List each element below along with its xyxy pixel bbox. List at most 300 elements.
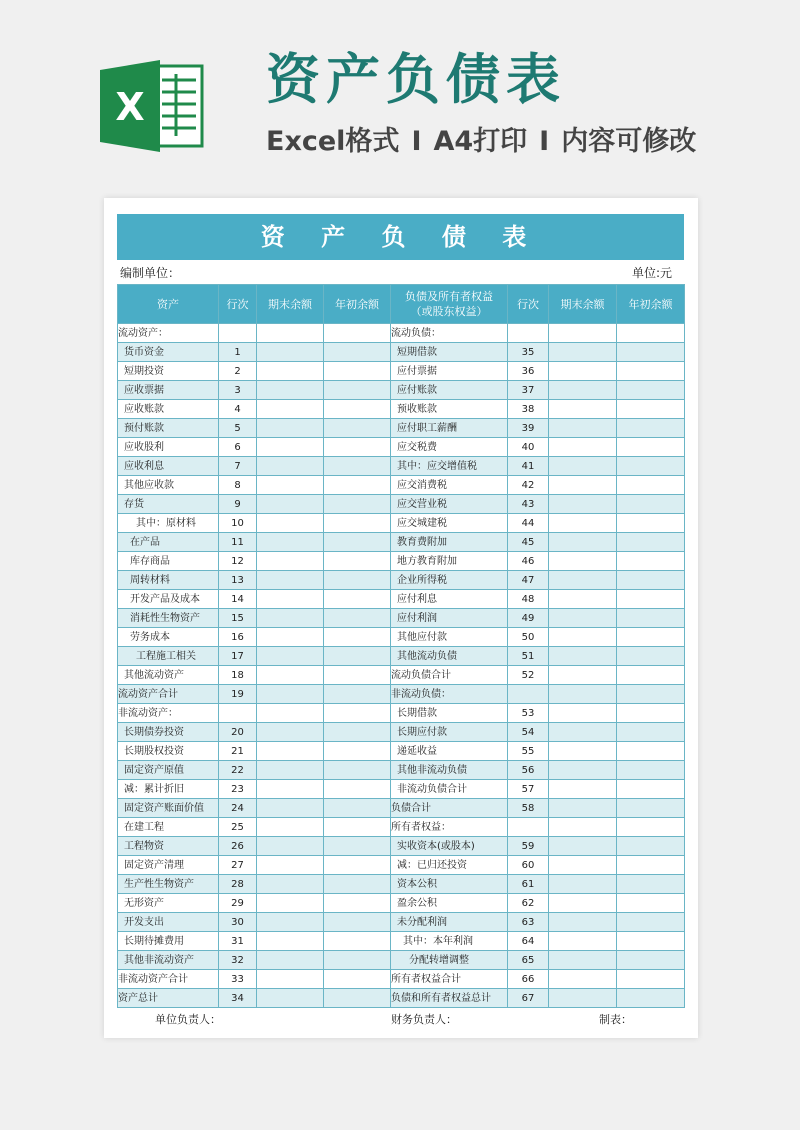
liability-name-cell: 递延收益 — [391, 742, 508, 761]
liability-begin-balance-cell[interactable] — [617, 381, 685, 400]
liability-end-balance-cell[interactable] — [549, 666, 617, 685]
asset-row-no-cell: 6 — [219, 438, 257, 457]
liability-begin-balance-cell[interactable] — [617, 571, 685, 590]
asset-end-balance-cell[interactable] — [257, 970, 324, 989]
asset-row-no-cell: 16 — [219, 628, 257, 647]
asset-name-cell: 生产性生物资产 — [118, 875, 219, 894]
liability-begin-balance-cell[interactable] — [617, 362, 685, 381]
liability-name-cell: 非流动负债： — [391, 685, 508, 704]
asset-begin-balance-cell[interactable] — [324, 913, 391, 932]
asset-begin-balance-cell[interactable] — [324, 932, 391, 951]
table-row — [118, 381, 685, 400]
liability-begin-balance-cell[interactable] — [617, 533, 685, 552]
subtitle-separator: I — [411, 126, 422, 157]
asset-name-cell: 非流动资产合计 — [118, 970, 219, 989]
asset-end-balance-cell[interactable] — [257, 685, 324, 704]
asset-begin-balance-cell[interactable] — [324, 514, 391, 533]
asset-name-cell: 固定资产清理 — [118, 856, 219, 875]
liability-row-no-cell: 59 — [508, 837, 549, 856]
liability-end-balance-cell[interactable] — [549, 590, 617, 609]
liability-row-no-cell: 46 — [508, 552, 549, 571]
liability-end-balance-cell[interactable] — [549, 495, 617, 514]
asset-row-no-cell: 34 — [219, 989, 257, 1008]
liability-end-balance-cell[interactable] — [549, 362, 617, 381]
liability-end-balance-cell[interactable] — [549, 818, 617, 837]
liability-end-balance-cell[interactable] — [549, 856, 617, 875]
liability-end-balance-cell[interactable] — [549, 647, 617, 666]
table-row — [118, 495, 685, 514]
asset-name-cell: 长期债券投资 — [118, 723, 219, 742]
banner — [0, 0, 800, 195]
liability-end-balance-cell[interactable] — [549, 438, 617, 457]
asset-begin-balance-cell[interactable] — [324, 343, 391, 362]
asset-row-no-cell: 14 — [219, 590, 257, 609]
asset-end-balance-cell[interactable] — [257, 780, 324, 799]
liability-row-no-cell: 56 — [508, 761, 549, 780]
finance-head-label: 财务负责人： — [391, 1013, 457, 1026]
asset-row-no-cell: 10 — [219, 514, 257, 533]
asset-end-balance-cell[interactable] — [257, 704, 324, 723]
liability-row-no-cell: 58 — [508, 799, 549, 818]
liability-name-cell: 负债和所有者权益总计 — [391, 989, 508, 1008]
liability-begin-balance-cell[interactable] — [617, 799, 685, 818]
liability-end-balance-cell[interactable] — [549, 628, 617, 647]
liability-end-balance-cell[interactable] — [549, 723, 617, 742]
asset-name-cell: 应收票据 — [118, 381, 219, 400]
liability-end-balance-cell[interactable] — [549, 685, 617, 704]
table-row — [118, 419, 685, 438]
table-row — [118, 476, 685, 495]
asset-end-balance-cell[interactable] — [257, 324, 324, 343]
asset-name-cell: 无形资产 — [118, 894, 219, 913]
asset-name-cell: 长期股权投资 — [118, 742, 219, 761]
liability-name-cell: 分配转增调整 — [391, 951, 508, 970]
asset-begin-balance-cell[interactable] — [324, 951, 391, 970]
liability-row-no-cell: 50 — [508, 628, 549, 647]
liability-end-balance-cell[interactable] — [549, 932, 617, 951]
asset-end-balance-cell[interactable] — [257, 400, 324, 419]
liability-end-balance-cell[interactable] — [549, 419, 617, 438]
liability-end-balance-cell[interactable] — [549, 799, 617, 818]
asset-row-no-cell: 21 — [219, 742, 257, 761]
asset-name-cell: 其他应收款 — [118, 476, 219, 495]
liability-begin-balance-cell[interactable] — [617, 970, 685, 989]
header-liability — [391, 285, 508, 324]
liability-name-cell: 其他非流动负债 — [391, 761, 508, 780]
liability-begin-balance-cell[interactable] — [617, 780, 685, 799]
liability-end-balance-cell[interactable] — [549, 894, 617, 913]
liability-begin-balance-cell[interactable] — [617, 628, 685, 647]
liability-row-no-cell — [508, 324, 549, 343]
asset-end-balance-cell[interactable] — [257, 590, 324, 609]
liability-begin-balance-cell[interactable] — [617, 438, 685, 457]
liability-end-balance-cell[interactable] — [549, 780, 617, 799]
table-row — [118, 571, 685, 590]
liability-row-no-cell — [508, 685, 549, 704]
liability-end-balance-cell[interactable] — [549, 343, 617, 362]
table-row — [118, 932, 685, 951]
liability-row-no-cell: 37 — [508, 381, 549, 400]
table-row — [118, 875, 685, 894]
liability-row-no-cell: 47 — [508, 571, 549, 590]
asset-end-balance-cell[interactable] — [257, 514, 324, 533]
asset-end-balance-cell[interactable] — [257, 666, 324, 685]
liability-end-balance-cell[interactable] — [549, 381, 617, 400]
liability-row-no-cell — [508, 818, 549, 837]
asset-end-balance-cell[interactable] — [257, 932, 324, 951]
asset-row-no-cell: 15 — [219, 609, 257, 628]
subtitle-print: A4打印 — [433, 126, 528, 157]
asset-row-no-cell — [219, 324, 257, 343]
asset-end-balance-cell[interactable] — [257, 609, 324, 628]
asset-end-balance-cell[interactable] — [257, 381, 324, 400]
liability-end-balance-cell[interactable] — [549, 514, 617, 533]
asset-begin-balance-cell[interactable] — [324, 742, 391, 761]
liability-end-balance-cell[interactable] — [549, 476, 617, 495]
asset-end-balance-cell[interactable] — [257, 571, 324, 590]
liability-name-cell: 应交城建税 — [391, 514, 508, 533]
asset-end-balance-cell[interactable] — [257, 761, 324, 780]
liability-begin-balance-cell[interactable] — [617, 495, 685, 514]
asset-end-balance-cell[interactable] — [257, 837, 324, 856]
liability-name-cell: 盈余公积 — [391, 894, 508, 913]
liability-end-balance-cell[interactable] — [549, 533, 617, 552]
asset-begin-balance-cell[interactable] — [324, 799, 391, 818]
liability-row-no-cell: 62 — [508, 894, 549, 913]
liability-end-balance-cell[interactable] — [549, 837, 617, 856]
liability-begin-balance-cell[interactable] — [617, 818, 685, 837]
liability-name-cell: 其他流动负债 — [391, 647, 508, 666]
table-row — [118, 723, 685, 742]
asset-name-cell: 消耗性生物资产 — [118, 609, 219, 628]
table-row — [118, 609, 685, 628]
asset-begin-balance-cell[interactable] — [324, 457, 391, 476]
liability-name-cell: 应交税费 — [391, 438, 508, 457]
asset-name-cell: 固定资产原值 — [118, 761, 219, 780]
table-row — [118, 761, 685, 780]
header-liability-line1: 负债及所有者权益 — [405, 290, 493, 303]
asset-name-cell: 流动资产合计 — [118, 685, 219, 704]
liability-row-no-cell: 38 — [508, 400, 549, 419]
liability-begin-balance-cell[interactable] — [617, 552, 685, 571]
asset-row-no-cell: 27 — [219, 856, 257, 875]
liability-begin-balance-cell[interactable] — [617, 419, 685, 438]
asset-row-no-cell: 18 — [219, 666, 257, 685]
sheet-meta — [117, 262, 684, 284]
asset-begin-balance-cell[interactable] — [324, 875, 391, 894]
asset-name-cell: 其他非流动资产 — [118, 951, 219, 970]
asset-begin-balance-cell[interactable] — [324, 571, 391, 590]
asset-name-cell: 存货 — [118, 495, 219, 514]
liability-begin-balance-cell[interactable] — [617, 704, 685, 723]
asset-end-balance-cell[interactable] — [257, 495, 324, 514]
liability-name-cell: 应付票据 — [391, 362, 508, 381]
asset-begin-balance-cell[interactable] — [324, 628, 391, 647]
table-row — [118, 780, 685, 799]
asset-row-no-cell: 30 — [219, 913, 257, 932]
asset-row-no-cell: 32 — [219, 951, 257, 970]
asset-name-cell: 非流动资产： — [118, 704, 219, 723]
liability-name-cell: 其中：本年利润 — [391, 932, 508, 951]
asset-name-cell: 其他流动资产 — [118, 666, 219, 685]
liability-end-balance-cell[interactable] — [549, 913, 617, 932]
liability-begin-balance-cell[interactable] — [617, 400, 685, 419]
asset-row-no-cell: 31 — [219, 932, 257, 951]
liability-begin-balance-cell[interactable] — [617, 685, 685, 704]
liability-begin-balance-cell[interactable] — [617, 856, 685, 875]
table-row — [118, 799, 685, 818]
liability-name-cell: 长期应付款 — [391, 723, 508, 742]
asset-row-no-cell: 1 — [219, 343, 257, 362]
asset-name-cell: 应收账款 — [118, 400, 219, 419]
liability-begin-balance-cell[interactable] — [617, 989, 685, 1008]
table-row — [118, 590, 685, 609]
asset-begin-balance-cell[interactable] — [324, 723, 391, 742]
asset-begin-balance-cell[interactable] — [324, 761, 391, 780]
liability-row-no-cell: 45 — [508, 533, 549, 552]
liability-end-balance-cell[interactable] — [549, 552, 617, 571]
asset-begin-balance-cell[interactable] — [324, 837, 391, 856]
asset-name-cell: 开发产品及成本 — [118, 590, 219, 609]
liability-name-cell: 应交消费税 — [391, 476, 508, 495]
asset-end-balance-cell[interactable] — [257, 476, 324, 495]
asset-row-no-cell: 9 — [219, 495, 257, 514]
asset-end-balance-cell[interactable] — [257, 628, 324, 647]
table-row — [118, 742, 685, 761]
asset-end-balance-cell[interactable] — [257, 552, 324, 571]
liability-end-balance-cell[interactable] — [549, 704, 617, 723]
liability-begin-balance-cell[interactable] — [617, 343, 685, 362]
liability-end-balance-cell[interactable] — [549, 875, 617, 894]
liability-row-no-cell: 48 — [508, 590, 549, 609]
header-asset: 资产 — [118, 285, 219, 324]
table-row — [118, 400, 685, 419]
liability-row-no-cell: 42 — [508, 476, 549, 495]
table-row — [118, 533, 685, 552]
liability-row-no-cell: 57 — [508, 780, 549, 799]
asset-begin-balance-cell[interactable] — [324, 324, 391, 343]
asset-row-no-cell: 19 — [219, 685, 257, 704]
liability-name-cell: 减：已归还投资 — [391, 856, 508, 875]
asset-begin-balance-cell[interactable] — [324, 400, 391, 419]
asset-end-balance-cell[interactable] — [257, 647, 324, 666]
asset-begin-balance-cell[interactable] — [324, 894, 391, 913]
asset-end-balance-cell[interactable] — [257, 799, 324, 818]
liability-end-balance-cell[interactable] — [549, 324, 617, 343]
asset-end-balance-cell[interactable] — [257, 875, 324, 894]
liability-row-no-cell: 67 — [508, 989, 549, 1008]
liability-row-no-cell: 44 — [508, 514, 549, 533]
subtitle-separator: I — [539, 126, 550, 157]
liability-row-no-cell: 63 — [508, 913, 549, 932]
asset-begin-balance-cell[interactable] — [324, 552, 391, 571]
asset-end-balance-cell[interactable] — [257, 818, 324, 837]
liability-name-cell: 地方教育附加 — [391, 552, 508, 571]
liability-name-cell: 应付利息 — [391, 590, 508, 609]
liability-begin-balance-cell[interactable] — [617, 609, 685, 628]
liability-end-balance-cell[interactable] — [549, 457, 617, 476]
unit-head-label: 单位负责人： — [155, 1013, 221, 1026]
liability-begin-balance-cell[interactable] — [617, 476, 685, 495]
liability-begin-balance-cell[interactable] — [617, 457, 685, 476]
banner-title: 资产负债表 — [266, 48, 566, 111]
asset-row-no-cell: 24 — [219, 799, 257, 818]
liability-end-balance-cell[interactable] — [549, 761, 617, 780]
liability-end-balance-cell[interactable] — [549, 571, 617, 590]
header-row-no: 行次 — [219, 285, 257, 324]
liability-end-balance-cell[interactable] — [549, 742, 617, 761]
liability-name-cell: 应交营业税 — [391, 495, 508, 514]
asset-row-no-cell: 33 — [219, 970, 257, 989]
liability-name-cell: 教育费附加 — [391, 533, 508, 552]
liability-begin-balance-cell[interactable] — [617, 514, 685, 533]
liability-end-balance-cell[interactable] — [549, 970, 617, 989]
table-row — [118, 628, 685, 647]
asset-name-cell: 在建工程 — [118, 818, 219, 837]
asset-begin-balance-cell[interactable] — [324, 685, 391, 704]
liability-end-balance-cell[interactable] — [549, 609, 617, 628]
liability-name-cell: 所有者权益合计 — [391, 970, 508, 989]
liability-begin-balance-cell[interactable] — [617, 913, 685, 932]
asset-begin-balance-cell[interactable] — [324, 856, 391, 875]
asset-name-cell: 开发支出 — [118, 913, 219, 932]
liability-begin-balance-cell[interactable] — [617, 666, 685, 685]
asset-name-cell: 应收股利 — [118, 438, 219, 457]
asset-name-cell: 工程施工相关 — [118, 647, 219, 666]
liability-row-no-cell: 64 — [508, 932, 549, 951]
liability-begin-balance-cell[interactable] — [617, 324, 685, 343]
asset-row-no-cell: 25 — [219, 818, 257, 837]
asset-row-no-cell: 5 — [219, 419, 257, 438]
asset-begin-balance-cell[interactable] — [324, 438, 391, 457]
asset-end-balance-cell[interactable] — [257, 856, 324, 875]
liability-name-cell: 其他应付款 — [391, 628, 508, 647]
asset-end-balance-cell[interactable] — [257, 894, 324, 913]
asset-end-balance-cell[interactable] — [257, 362, 324, 381]
unit-label: 编制单位： — [120, 266, 181, 280]
asset-name-cell: 减：累计折旧 — [118, 780, 219, 799]
asset-begin-balance-cell[interactable] — [324, 989, 391, 1008]
table-row — [118, 514, 685, 533]
asset-begin-balance-cell[interactable] — [324, 533, 391, 552]
asset-begin-balance-cell[interactable] — [324, 647, 391, 666]
asset-end-balance-cell[interactable] — [257, 419, 324, 438]
banner-subtitle — [266, 122, 696, 162]
liability-begin-balance-cell[interactable] — [617, 894, 685, 913]
table-row — [118, 970, 685, 989]
liability-begin-balance-cell[interactable] — [617, 647, 685, 666]
subtitle-editable: 内容可修改 — [561, 126, 697, 157]
table-row — [118, 818, 685, 837]
asset-name-cell: 其中：原材料 — [118, 514, 219, 533]
liability-name-cell: 流动负债合计 — [391, 666, 508, 685]
liability-row-no-cell: 51 — [508, 647, 549, 666]
liability-begin-balance-cell[interactable] — [617, 742, 685, 761]
sheet-footer — [117, 1010, 684, 1030]
asset-begin-balance-cell[interactable] — [324, 780, 391, 799]
table-row — [118, 837, 685, 856]
asset-end-balance-cell[interactable] — [257, 989, 324, 1008]
asset-row-no-cell: 26 — [219, 837, 257, 856]
asset-begin-balance-cell[interactable] — [324, 381, 391, 400]
table-row — [118, 913, 685, 932]
asset-begin-balance-cell[interactable] — [324, 362, 391, 381]
liability-name-cell: 所有者权益： — [391, 818, 508, 837]
liability-name-cell: 预收账款 — [391, 400, 508, 419]
asset-begin-balance-cell[interactable] — [324, 419, 391, 438]
asset-name-cell: 库存商品 — [118, 552, 219, 571]
liability-row-no-cell: 40 — [508, 438, 549, 457]
liability-begin-balance-cell[interactable] — [617, 951, 685, 970]
asset-begin-balance-cell[interactable] — [324, 666, 391, 685]
asset-row-no-cell: 22 — [219, 761, 257, 780]
asset-end-balance-cell[interactable] — [257, 438, 324, 457]
balance-sheet-table — [117, 284, 685, 1008]
asset-begin-balance-cell[interactable] — [324, 818, 391, 837]
asset-end-balance-cell[interactable] — [257, 343, 324, 362]
liability-row-no-cell: 49 — [508, 609, 549, 628]
asset-begin-balance-cell[interactable] — [324, 590, 391, 609]
asset-name-cell: 短期投资 — [118, 362, 219, 381]
asset-name-cell: 流动资产： — [118, 324, 219, 343]
table-row — [118, 951, 685, 970]
currency-label: 单位:元 — [631, 266, 672, 280]
liability-row-no-cell: 53 — [508, 704, 549, 723]
table-row — [118, 457, 685, 476]
balance-sheet-document — [104, 198, 698, 1038]
asset-begin-balance-cell[interactable] — [324, 704, 391, 723]
asset-begin-balance-cell[interactable] — [324, 476, 391, 495]
asset-end-balance-cell[interactable] — [257, 723, 324, 742]
liability-end-balance-cell[interactable] — [549, 989, 617, 1008]
asset-begin-balance-cell[interactable] — [324, 970, 391, 989]
liability-begin-balance-cell[interactable] — [617, 761, 685, 780]
liability-begin-balance-cell[interactable] — [617, 875, 685, 894]
liability-begin-balance-cell[interactable] — [617, 932, 685, 951]
header-row-no: 行次 — [508, 285, 549, 324]
asset-begin-balance-cell[interactable] — [324, 495, 391, 514]
liability-begin-balance-cell[interactable] — [617, 837, 685, 856]
liability-end-balance-cell[interactable] — [549, 951, 617, 970]
asset-name-cell: 应收利息 — [118, 457, 219, 476]
liability-name-cell: 短期借款 — [391, 343, 508, 362]
asset-end-balance-cell[interactable] — [257, 742, 324, 761]
table-row — [118, 685, 685, 704]
header-end-balance: 期末余额 — [549, 285, 617, 324]
asset-end-balance-cell[interactable] — [257, 457, 324, 476]
table-row — [118, 552, 685, 571]
liability-name-cell: 未分配利润 — [391, 913, 508, 932]
liability-name-cell: 其中：应交增值税 — [391, 457, 508, 476]
sheet-title: 资 产 负 债 表 — [117, 214, 684, 260]
asset-begin-balance-cell[interactable] — [324, 609, 391, 628]
asset-name-cell: 固定资产账面价值 — [118, 799, 219, 818]
liability-row-no-cell: 60 — [508, 856, 549, 875]
liability-begin-balance-cell[interactable] — [617, 723, 685, 742]
asset-row-no-cell: 23 — [219, 780, 257, 799]
liability-begin-balance-cell[interactable] — [617, 590, 685, 609]
asset-end-balance-cell[interactable] — [257, 533, 324, 552]
asset-end-balance-cell[interactable] — [257, 951, 324, 970]
table-row — [118, 343, 685, 362]
liability-name-cell: 长期借款 — [391, 704, 508, 723]
asset-row-no-cell — [219, 704, 257, 723]
asset-end-balance-cell[interactable] — [257, 913, 324, 932]
liability-end-balance-cell[interactable] — [549, 400, 617, 419]
subtitle-format: Excel格式 — [266, 126, 400, 157]
liability-name-cell: 应付职工薪酬 — [391, 419, 508, 438]
asset-name-cell: 长期待摊费用 — [118, 932, 219, 951]
